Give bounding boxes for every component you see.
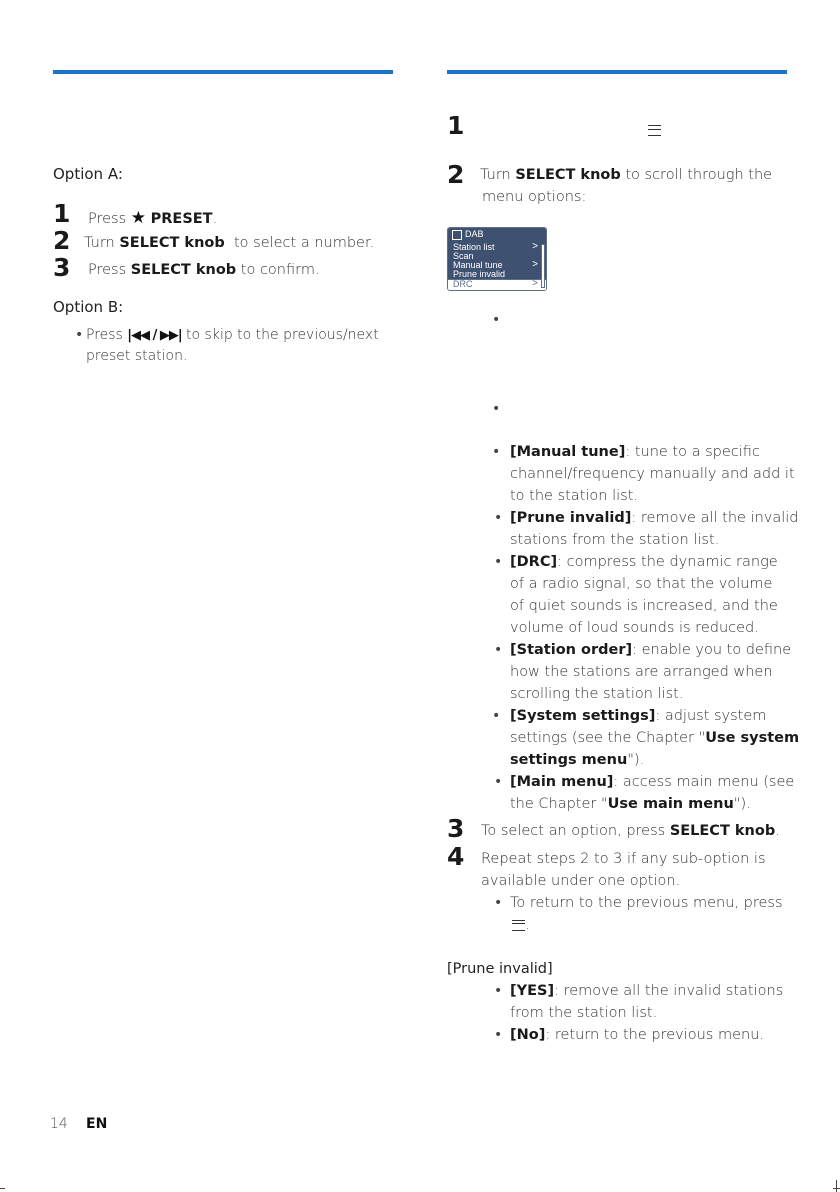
menu-row-selected [448, 279, 546, 291]
bullet-text-cont: to the station list. [510, 488, 638, 504]
bullet-dot: • [494, 554, 503, 570]
option-name: [Main menu] [510, 774, 614, 790]
menu-row-label: Prune invalid [453, 269, 506, 279]
option-name: [Manual tune] [510, 444, 626, 460]
option-b-heading: Option B: [53, 298, 124, 316]
select-knob-label: SELECT knob [515, 167, 621, 183]
bullet-dot: • [492, 401, 501, 417]
option-name: [System settings] [510, 708, 656, 724]
step-number: 2 [53, 226, 71, 255]
step-text-cont: available under one option. [481, 873, 681, 889]
menu-row-label: DRC [453, 279, 473, 289]
option-desc: : tune to a specific [625, 444, 760, 460]
bullet-text [510, 983, 783, 999]
bullet-text-cont [510, 730, 799, 746]
option-desc: : enable you to define [632, 642, 792, 658]
bullet-text-cont [512, 917, 530, 933]
bullet-dot: • [494, 1027, 503, 1043]
text-pre: the Chapter " [510, 796, 608, 812]
chapter-name: Use system [705, 730, 800, 746]
prev-next-icons: |◀◀ / ▶▶| [127, 328, 182, 343]
step-number: 3 [53, 253, 71, 282]
bullet-dot: • [494, 642, 503, 658]
list-icon [452, 230, 462, 240]
bullet-text-cont: channel/frequency manually and add it [510, 466, 795, 482]
bullet-text-cont: how the stations are arranged when [510, 664, 773, 680]
step-text-post: to scroll through the [620, 167, 773, 183]
chapter-name: settings menu [510, 752, 628, 768]
option-desc: : access main menu (see [613, 774, 795, 790]
bullet-dot: • [494, 774, 503, 790]
step-text: Repeat steps 2 to 3 if any sub-option is [481, 851, 766, 867]
step-text [84, 235, 374, 251]
bullet-text-post: to skip to the previous/next [181, 327, 379, 343]
left-column-rule [53, 70, 393, 74]
option-name: [No] [510, 1027, 546, 1043]
step-text-post: to select a number. [224, 235, 375, 251]
option-desc: : remove all the invalid stations [554, 983, 784, 999]
right-column-rule [447, 70, 787, 74]
menu-row-label: Scan [453, 251, 474, 261]
option-name: [Prune invalid] [510, 510, 632, 526]
step-text [88, 262, 320, 278]
option-desc: : return to the previous menu. [545, 1027, 765, 1043]
bullet-text [510, 642, 791, 658]
step-text-cont: menu options: [482, 189, 587, 205]
step-text-pre: To select an option, press [481, 823, 670, 839]
option-name: [YES] [510, 983, 555, 999]
menu-row-label: Manual tune [453, 260, 503, 270]
bullet-text-cont [510, 752, 644, 768]
bullet-dot: • [492, 708, 501, 724]
menu-icon [512, 920, 525, 931]
step-text-pre: Press [88, 211, 131, 227]
text-post: "). [733, 796, 751, 812]
step-number: 1 [53, 199, 71, 228]
bullet-text-cont: stations from the station list. [510, 532, 720, 548]
language-code: EN [86, 1116, 108, 1132]
step-text-pre: Turn [480, 167, 516, 183]
step-text-post: . [775, 823, 780, 839]
option-name: [DRC] [510, 554, 558, 570]
select-knob-label: SELECT knob [119, 235, 225, 251]
bullet-text-cont: from the station list. [510, 1005, 658, 1021]
bullet-text-cont: volume of loud sounds is reduced. [510, 620, 759, 636]
bullet-text [510, 554, 778, 570]
option-desc: : remove all the invalid [631, 510, 799, 526]
step-text-post: to confirm. [236, 262, 320, 278]
step-text-post: . [212, 211, 218, 227]
screen-scrollbar [541, 244, 545, 288]
star-icon: ★ [130, 208, 147, 228]
option-desc: : adjust system [655, 708, 767, 724]
chevron-right-icon: > [532, 259, 538, 270]
preset-key: PRESET [150, 211, 213, 227]
bullet-dot: • [494, 895, 503, 911]
menu-row-label: Station list [453, 242, 495, 252]
bullet-text-cont: of quiet sounds is increased, and the [510, 598, 778, 614]
bullet-dot: • [492, 312, 501, 328]
step-text [480, 167, 772, 183]
step-number: 3 [447, 814, 465, 843]
menu-icon [648, 120, 661, 139]
step-number: 1 [447, 111, 465, 140]
step-text [88, 208, 217, 228]
page-number: 14 [50, 1116, 68, 1132]
bullet-text-cont: of a radio signal, so that the volume [510, 576, 773, 592]
bullet-text [510, 1027, 764, 1043]
bullet-text: To return to the previous menu, press [510, 895, 783, 911]
bullet-text-pre: Press [86, 327, 128, 343]
text-post: . [525, 917, 530, 933]
bullet-text [510, 774, 794, 790]
crop-mark [836, 1180, 837, 1192]
dab-menu-screen [447, 227, 547, 291]
bullet-dot: • [494, 510, 503, 526]
step-number: 2 [447, 160, 465, 189]
chapter-name: Use main menu [607, 796, 734, 812]
bullet-text-cont: scrolling the station list. [510, 686, 684, 702]
step-text-pre: Press [88, 262, 131, 278]
bullet-dot: • [492, 444, 501, 460]
option-name: [Station order] [510, 642, 633, 658]
crop-mark [0, 1188, 5, 1189]
bullet-text [86, 327, 379, 343]
step-text-pre: Turn [84, 235, 120, 251]
step-number: 4 [447, 842, 465, 871]
bullet-text-cont: preset station. [86, 348, 188, 364]
bullet-dot: • [75, 327, 84, 343]
screen-title: DAB [465, 229, 484, 239]
bullet-text [510, 510, 799, 526]
bullet-text [510, 444, 760, 460]
bullet-text-cont [510, 796, 751, 812]
text-pre: settings (see the Chapter " [510, 730, 706, 746]
chevron-right-icon: > [532, 278, 538, 289]
bullet-text [510, 708, 766, 724]
option-desc: : compress the dynamic range [557, 554, 778, 570]
chevron-right-icon: > [532, 241, 538, 252]
text-post: "). [627, 752, 645, 768]
option-a-heading: Option A: [53, 165, 123, 183]
prune-invalid-heading: [Prune invalid] [447, 961, 553, 977]
step-text [481, 823, 780, 839]
bullet-dot: • [494, 983, 503, 999]
select-knob-label: SELECT knob [130, 262, 237, 278]
select-knob-label: SELECT knob [669, 823, 776, 839]
